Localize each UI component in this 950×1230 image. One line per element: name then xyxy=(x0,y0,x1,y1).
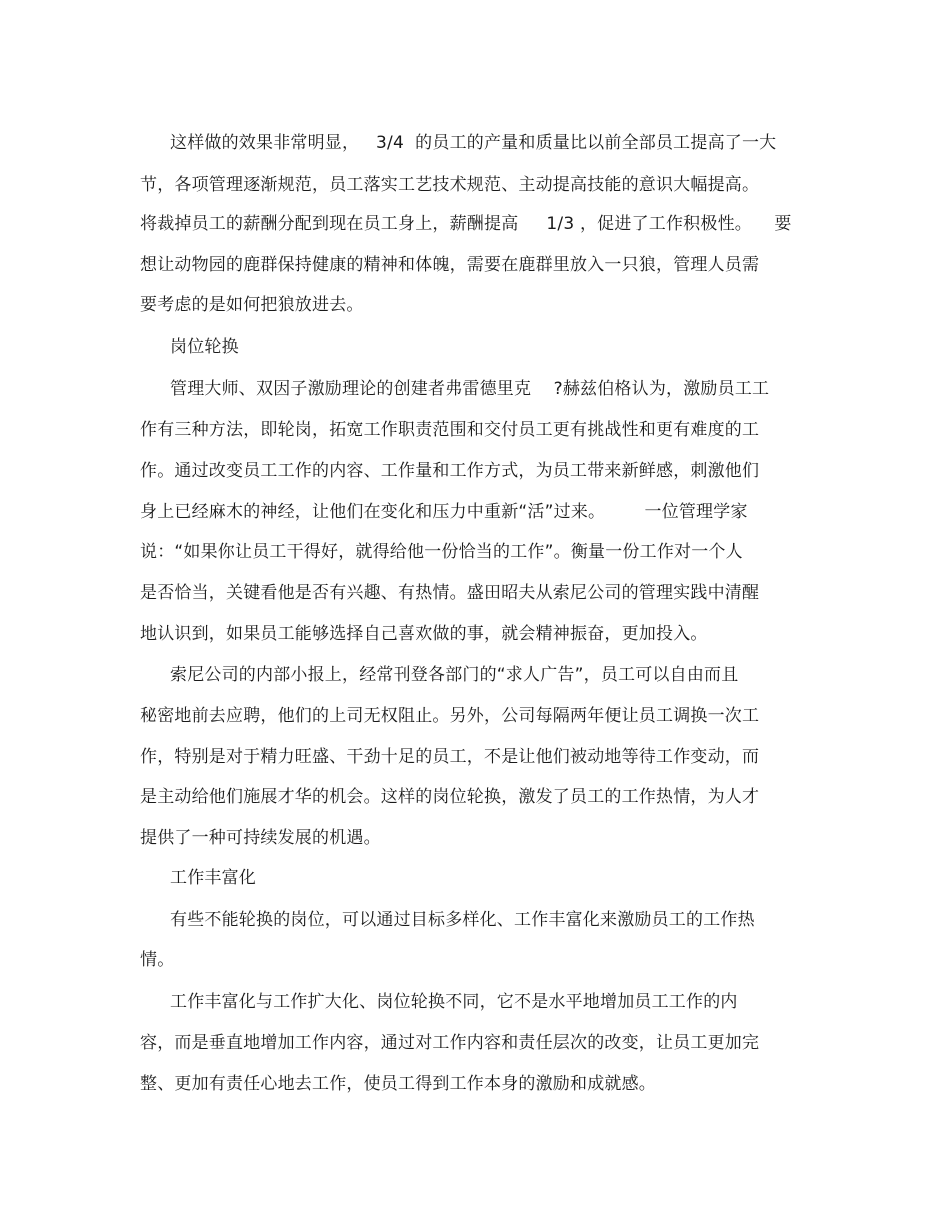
text-line: 整、更加有责任心地去工作，使员工得到工作本身的激励和成就感。 xyxy=(140,1074,656,1094)
text-line: 是主动给他们施展才华的机会。这样的岗位轮换，激发了员工的工作热情，为人才 xyxy=(140,787,760,807)
text-line: 将裁掉员工的薪酬分配到现在员工身上，薪酬提高 1/3 ，促进了工作积极性。 要 xyxy=(140,214,792,234)
text-line: 作。通过改变员工工作的内容、工作量和工作方式，为员工带来新鲜感，刺激他们 xyxy=(140,461,760,481)
text-line: 索尼公司的内部小报上，经常刊登各部门的“求人广告”，员工可以自由而且 xyxy=(170,665,739,685)
text-line: 想让动物园的鹿群保持健康的精神和体魄，需要在鹿群里放入一只狼，管理人员需 xyxy=(140,255,760,275)
text-line: 地认识到，如果员工能够选择自己喜欢做的事，就会精神振奋，更加投入。 xyxy=(140,624,708,644)
section-heading: 工作丰富化 xyxy=(170,868,256,888)
section-heading: 岗位轮换 xyxy=(170,337,239,357)
text-line: 提供了一种可持续发展的机遇。 xyxy=(140,828,381,848)
text-line: 工作丰富化与工作扩大化、岗位轮换不同，它不是水平地增加员工工作的内 xyxy=(170,992,738,1012)
text-line: 要考虑的是如何把狼放进去。 xyxy=(140,295,364,315)
text-line: 作，特别是对于精力旺盛、干劲十足的员工，不是让他们被动地等待工作变动，而 xyxy=(140,747,760,767)
text-line: 说：“如果你让员工干得好，就得给他一份恰当的工作”。衡量一份工作对一个人 xyxy=(140,542,743,562)
text-line: 身上已经麻木的神经，让他们在变化和压力中重新“活”过来。 一位管理学家 xyxy=(140,502,748,522)
text-line: 是否恰当，关键看他是否有兴趣、有热情。盛田昭夫从索尼公司的管理实践中清醒 xyxy=(140,583,760,603)
text-line: 作有三种方法，即轮岗，拓宽工作职责范围和交付员工更有挑战性和更有难度的工 xyxy=(140,420,760,440)
text-line: 情。 xyxy=(140,950,175,970)
text-line: 节，各项管理逐渐规范，员工落实工艺技术规范、主动提高技能的意识大幅提高。 xyxy=(140,175,760,195)
text-line: 容，而是垂直地增加工作内容，通过对工作内容和责任层次的改变，让员工更加完 xyxy=(140,1033,760,1053)
text-line: 管理大师、双因子激励理论的创建者弗雷德里克 ?赫兹伯格认为，激励员工工 xyxy=(170,379,770,399)
text-line: 秘密地前去应聘，他们的上司无权阻止。另外，公司每隔两年便让员工调换一次工 xyxy=(140,706,760,726)
text-line: 有些不能轮换的岗位，可以通过目标多样化、工作丰富化来激励员工的工作热 xyxy=(170,910,755,930)
text-line: 这样做的效果非常明显， 3/4 的员工的产量和质量比以前全部员工提高了一大 xyxy=(170,133,777,153)
